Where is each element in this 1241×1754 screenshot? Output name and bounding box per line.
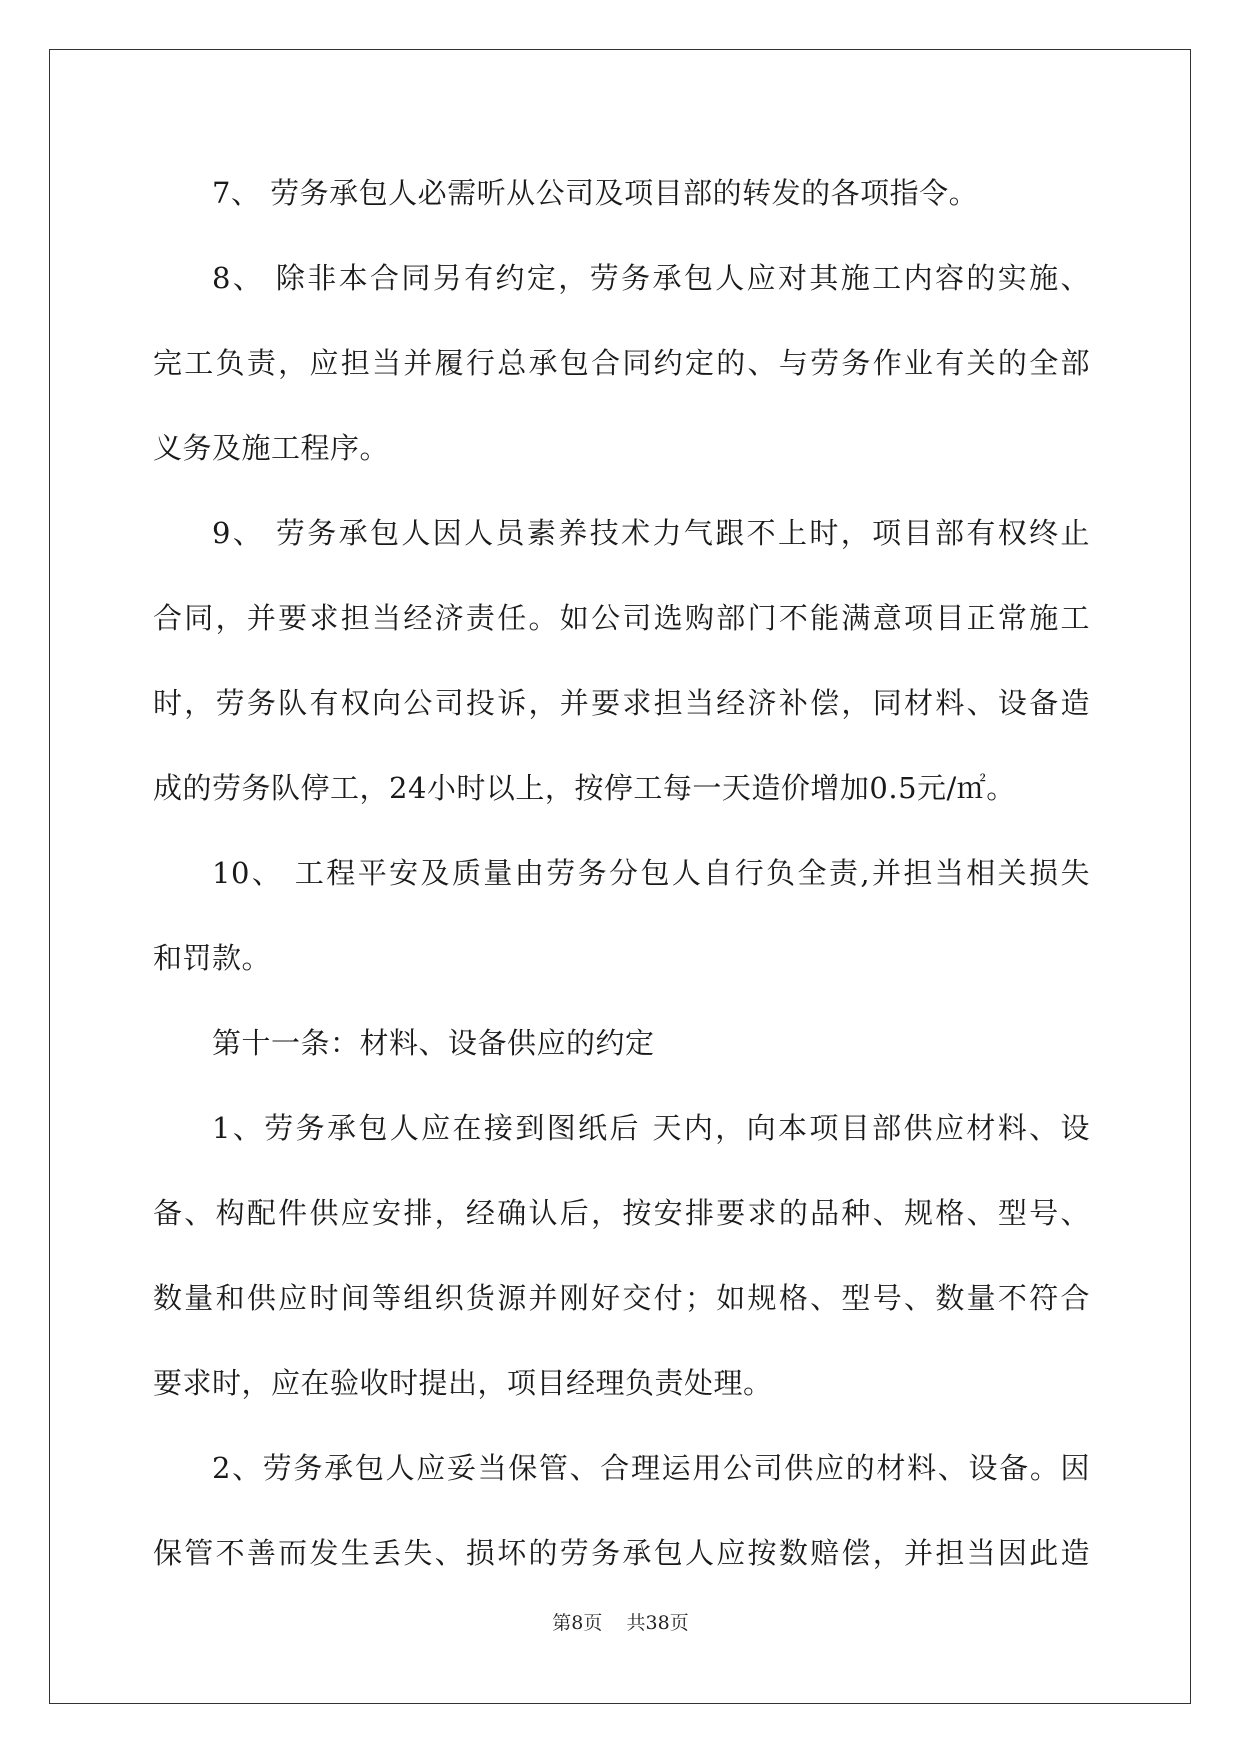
page-total: 共38页 — [626, 1612, 689, 1634]
page-footer — [0, 1608, 1241, 1635]
paragraph-line: 2、劳务承包人应妥当保管、合理运用公司供应的材料、设备。因 — [212, 1451, 1090, 1485]
paragraph-line: 完工负责，应担当并履行总承包合同约定的、与劳务作业有关的全部 — [153, 346, 1090, 380]
paragraph-line: 时，劳务队有权向公司投诉，并要求担当经济补偿，同材料、设备造 — [153, 686, 1090, 720]
paragraph-line: 8、 除非本合同另有约定，劳务承包人应对其施工内容的实施、 — [212, 261, 1090, 295]
page-number: 第8页 — [552, 1612, 603, 1634]
document-body — [153, 160, 1090, 1605]
paragraph-line: 保管不善而发生丢失、损坏的劳务承包人应按数赔偿，并担当因此造 — [153, 1536, 1090, 1570]
paragraph-line: 和罚款。 — [153, 941, 272, 975]
paragraph-line: 1、劳务承包人应在接到图纸后 天内，向本项目部供应材料、设 — [212, 1111, 1090, 1145]
paragraph-line: 义务及施工程序。 — [153, 431, 390, 465]
paragraph-line: 要求时，应在验收时提出，项目经理负责处理。 — [153, 1366, 773, 1400]
section-heading: 第十一条：材料、设备供应的约定 — [212, 1026, 655, 1060]
paragraph-line: 9、 劳务承包人因人员素养技术力气跟不上时，项目部有权终止 — [212, 516, 1090, 550]
paragraph-line: 7、 劳务承包人必需听从公司及项目部的转发的各项指令。 — [212, 176, 979, 210]
paragraph-line: 合同，并要求担当经济责任。如公司选购部门不能满意项目正常施工 — [153, 601, 1090, 635]
paragraph-line: 备、构配件供应安排，经确认后，按安排要求的品种、规格、型号、 — [153, 1196, 1090, 1230]
paragraph-line: 10、 工程平安及质量由劳务分包人自行负全责,并担当相关损失 — [212, 856, 1090, 890]
paragraph-line: 成的劳务队停工，24小时以上，按停工每一天造价增加0.5元/㎡。 — [153, 771, 1016, 805]
paragraph-line: 数量和供应时间等组织货源并刚好交付；如规格、型号、数量不符合 — [153, 1281, 1090, 1315]
